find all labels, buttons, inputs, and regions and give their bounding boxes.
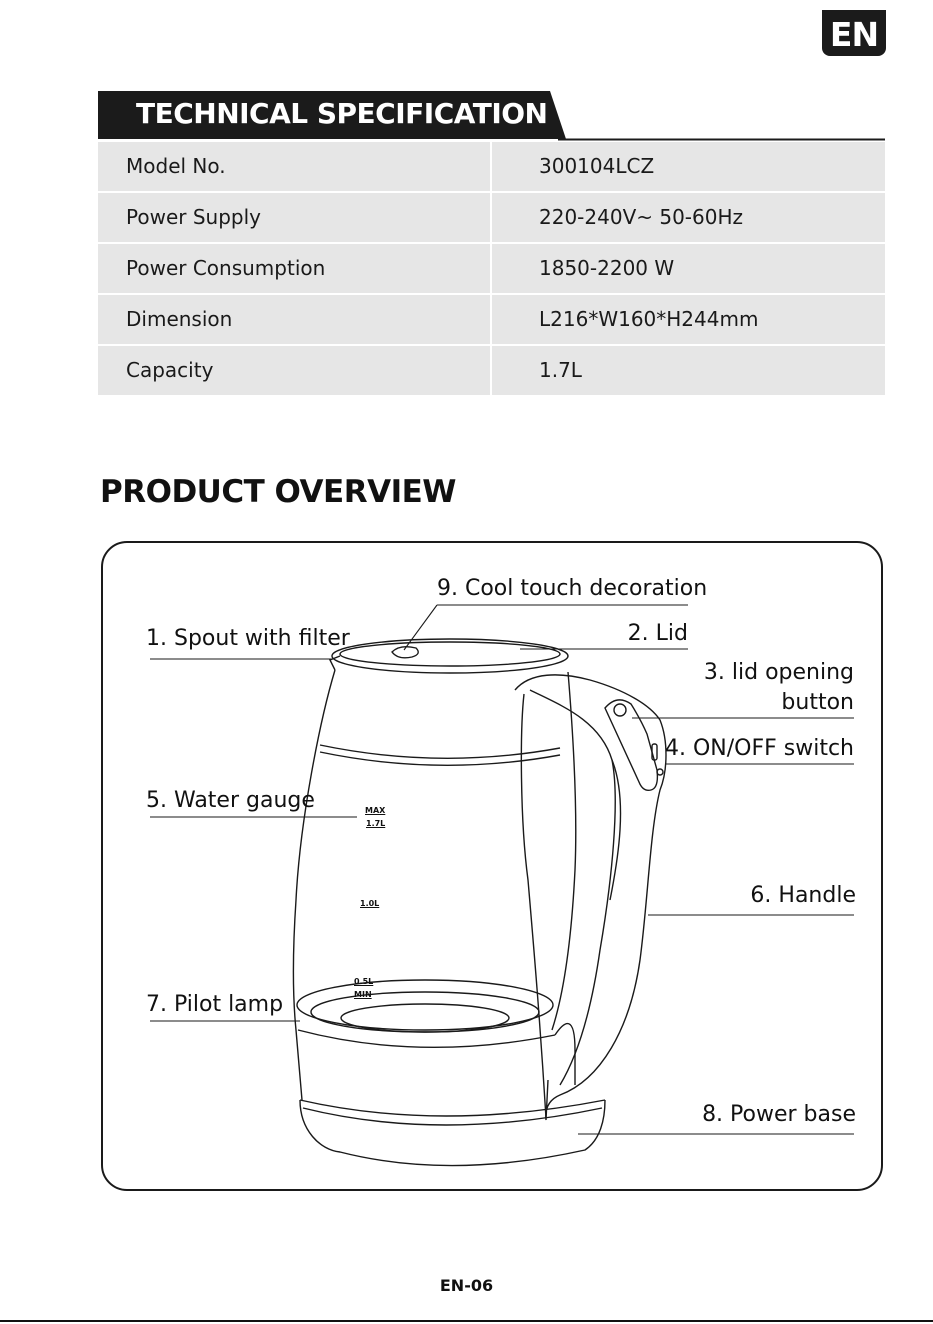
spec-title: TECHNICAL SPECIFICATION — [136, 97, 548, 130]
label-lid-button-line1: 3. lid opening — [703, 660, 854, 685]
spec-key: Model No. — [98, 142, 490, 191]
spec-value: 220-240V~ 50-60Hz — [492, 193, 885, 242]
label-lid-button-line2: button — [781, 690, 854, 715]
spec-key: Power Supply — [98, 193, 490, 242]
label-lid: 2. Lid — [627, 621, 688, 646]
overview-title: PRODUCT OVERVIEW — [100, 474, 456, 510]
spec-value: L216*W160*H244mm — [492, 295, 885, 344]
gauge-min-volume-mark: 0.5L — [354, 977, 374, 986]
spec-key: Power Consumption — [98, 244, 490, 293]
label-cool-touch: 9. Cool touch decoration — [437, 576, 708, 601]
language-badge: EN — [822, 10, 886, 56]
label-power-base: 8. Power base — [702, 1102, 856, 1127]
spec-key: Capacity — [98, 346, 490, 395]
label-water-gauge: 5. Water gauge — [146, 788, 315, 813]
label-pilot-lamp: 7. Pilot lamp — [146, 992, 284, 1017]
label-spout: 1. Spout with filter — [146, 626, 350, 651]
spec-key: Dimension — [98, 295, 490, 344]
label-switch: 4. ON/OFF switch — [664, 736, 854, 761]
spec-value: 1.7L — [492, 346, 885, 395]
page-number: EN-06 — [439, 1276, 494, 1295]
gauge-max-mark: MAX — [365, 806, 386, 815]
gauge-max-volume-mark: 1.7L — [366, 819, 386, 828]
gauge-mid-mark: 1.0L — [360, 899, 380, 908]
label-handle: 6. Handle — [750, 883, 856, 908]
spec-value: 1850-2200 W — [492, 244, 885, 293]
gauge-min-mark: MIN — [354, 990, 372, 999]
spec-value: 300104LCZ — [492, 142, 885, 191]
bottom-rule — [0, 1320, 933, 1322]
